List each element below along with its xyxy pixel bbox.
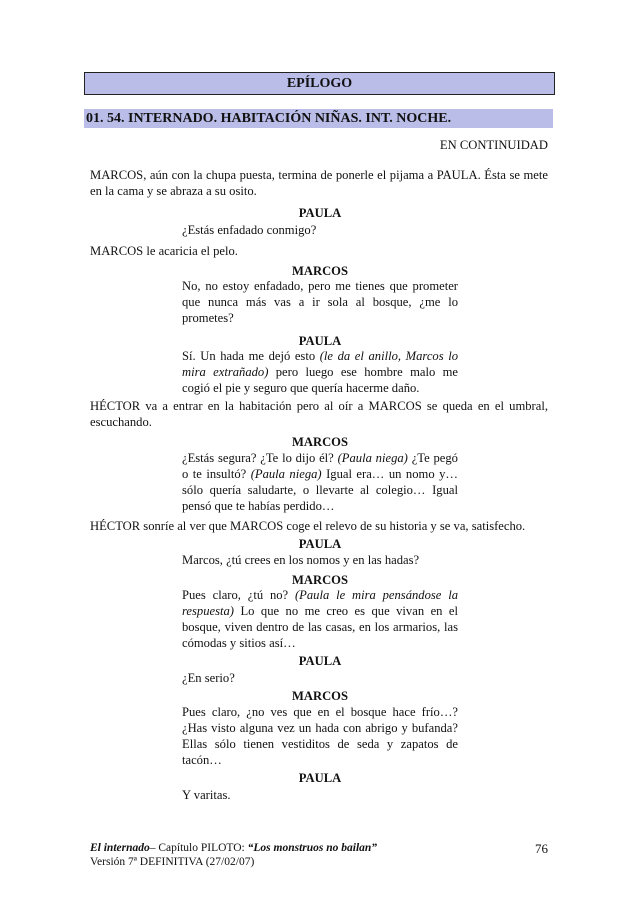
character-name: MARCOS	[292, 435, 348, 449]
parenthetical: (le da el anillo, Marcos lo mira extrañado)	[182, 349, 458, 379]
character-name: PAULA	[298, 654, 342, 668]
action-line: HÉCTOR sonríe al ver que MARCOS coge el relevo de su historia y se va, satisfecho.	[90, 519, 526, 533]
dialogue	[182, 587, 458, 651]
dialogue-text: ¿Estás segura? ¿Te lo dijo él?	[182, 451, 338, 465]
transition: EN CONTINUIDAD	[439, 138, 548, 152]
action-line: MARCOS, aún con la chupa puesta, termina de ponerle el pijama a PAULA. Ésta se mete en la cama y se abraza a su osito.	[90, 168, 548, 198]
action-line: HÉCTOR va a entrar en la habitación pero al oír a MARCOS se queda en el umbral, escuchando.	[90, 399, 548, 429]
dialogue-text: ¿Te pegó o te insultó?	[182, 451, 458, 481]
character-name: MARCOS	[292, 573, 348, 587]
dialogue-text: Lo que no me creo es que vivan en el bosque, viven dentro de las casas, en los armarios, las cómodas y sitios así…	[182, 604, 458, 650]
page-number: 76	[535, 841, 548, 856]
character-name: MARCOS	[292, 689, 348, 703]
action-line: MARCOS le acaricia el pelo.	[90, 244, 238, 258]
dialogue: Pues claro, ¿no ves que en el bosque hace frío…? ¿Has visto alguna vez un hada con abrigo y bufanda? Ellas sólo tienen vestiditos de seda y zapatos de tacón…	[182, 705, 458, 767]
dialogue: No, no estoy enfadado, pero me tienes que prometer que nunca más vas a ir sola al bosque, ¿me lo prometes?	[182, 279, 458, 325]
dialogue: ¿En serio?	[182, 671, 235, 685]
dialogue-text: Pues claro, ¿tú no?	[182, 588, 295, 602]
parenthetical: (Paula le mira pensándose la respuesta)	[182, 588, 458, 618]
chapter-prefix: – Capítulo PILOTO:	[149, 842, 248, 854]
dialogue	[182, 450, 458, 514]
parenthetical: (Paula niega)	[337, 451, 408, 465]
footer-line	[90, 841, 490, 855]
character-name: PAULA	[298, 334, 342, 348]
scene-heading: 01. 54. INTERNADO. HABITACIÓN NIÑAS. INT. NOCHE.	[84, 109, 553, 128]
dialogue	[182, 348, 458, 396]
parenthetical: (Paula niega)	[250, 467, 322, 481]
dialogue-text: pero luego ese hombre malo me cogió el pie y seguro que quería hacerme daño.	[182, 365, 458, 395]
character-name: MARCOS	[292, 264, 348, 278]
section-title: EPÍLOGO	[84, 72, 555, 95]
version-line: Versión 7ª DEFINITIVA (27/02/07)	[90, 856, 255, 868]
episode-title: “Los monstruos no bailan”	[247, 842, 378, 854]
character-name: PAULA	[298, 771, 342, 785]
character-name: PAULA	[298, 537, 342, 551]
dialogue: Y varitas.	[182, 788, 231, 802]
dialogue-text: Igual era… un nomo y… sólo quería saludarte, o llevarte al colegio… Igual pensó que te habías perdido…	[182, 467, 458, 513]
dialogue: Marcos, ¿tú crees en los nomos y en las hadas?	[182, 553, 420, 567]
show-title: El internado	[90, 842, 150, 854]
dialogue: ¿Estás enfadado conmigo?	[182, 223, 317, 237]
dialogue-text: Sí. Un hada me dejó esto	[182, 349, 320, 363]
character-name: PAULA	[298, 206, 342, 220]
